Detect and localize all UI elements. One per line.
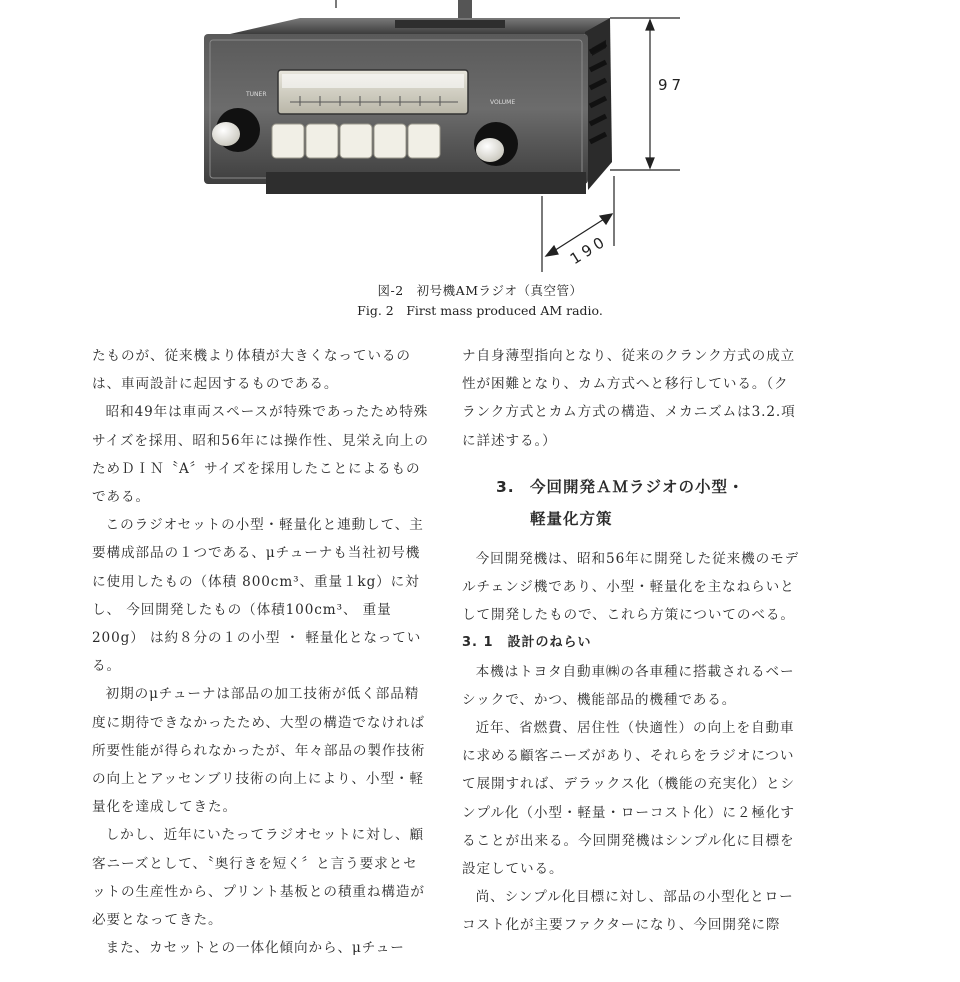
radio-base [266, 172, 586, 194]
paragraph: また、カセットとの一体化傾向から、μチュー [105, 940, 405, 957]
right-text-column [462, 342, 802, 940]
volume-knob [476, 138, 504, 162]
preset-button-5 [408, 124, 440, 158]
am-radio-photo [190, 0, 730, 275]
section-number: 3. [496, 477, 515, 496]
figure-am-radio [190, 0, 730, 275]
preset-button-4 [374, 124, 406, 158]
paragraph: 近年、省燃費、居住性（快適性）の向上を自動車に求める顧客ニーズがあり、それらをラジオについて展開すれば、デラックス化（機能の充実化）とシンプル化（小型・軽量・ローコスト化）に２極化することが出来る。今回開発機はシンプル化に目標を設定している。 [462, 720, 795, 878]
section-heading [462, 471, 802, 503]
preset-button-3 [340, 124, 372, 158]
height-dimension [610, 18, 680, 170]
preset-button-1 [272, 124, 304, 158]
figure-caption-japanese: 図-2 初号機AMラジオ（真空管） [377, 283, 583, 298]
paragraph: 初期のμチューナは部品の加工技術が低く部品精度に期待できなかったため、大型の構造でなければ所要性能が得られなかったが、年々部品の製作技術の向上とアッセンブリ技術の向上により、小型・軽量化を達成してきた。 [92, 686, 426, 816]
paragraph: ナ自身薄型指向となり、従来のクランク方式の成立性が困難となり、カム方式へと移行している。（クランク方式とカム方式の構造、メカニズムは3.2.項に詳述する。） [462, 348, 796, 449]
paragraph: たものが、従来機より体積が大きくなっているのは、車両設計に起因するものである。 [92, 348, 411, 393]
paragraph: このラジオセットの小型・軽量化と連動して、主要構成部品の１つである、μチューナも当社初号機に使用したもの（体積 800cm³、重量１kg）に対し、 今回開発したもの（体積100cm³、 重量200g） は約８分の１の小型 ・ 軽量化となっている。 [92, 517, 424, 675]
section-title-line1: 今回開発ＡＭラジオの小型・ [530, 477, 745, 496]
volume-label: VOLUME [490, 99, 516, 106]
preset-button-2 [306, 124, 338, 158]
paragraph: 昭和49年は車両スペースが特殊であったため特殊サイズを採用、昭和56年には操作性、見栄え向上のためＤＩＮ〝A〞サイズを採用したことによるものである。 [92, 404, 429, 506]
subsection-heading: 3. 1 設計のねらい [462, 635, 592, 651]
paragraph: 今回開発機は、昭和56年に開発した従来機のモデルチェンジ機であり、小型・軽量化を主なねらいとして開発したもので、これら方策についてのべる。 [462, 550, 800, 624]
height-value: 97 [658, 76, 686, 94]
figure-caption-english: Fig. 2 First mass produced AM radio. [357, 303, 603, 318]
depth-value: 190 [566, 231, 611, 269]
tuner-label: TUNER [246, 91, 267, 98]
section-title-line2: 軽量化方策 [530, 509, 613, 528]
paragraph: しかし、近年にいたってラジオセットに対し、顧客ニーズとして、〝奥行きを短く〞と言う要求とセットの生産性から、プリント基板との積重ね構造が必要となってきた。 [92, 827, 425, 929]
paragraph: 尚、シンプル化目標に対し、部品の小型化とローコスト化が主要ファクターになり、今回開発に際 [462, 889, 794, 934]
tuner-knob [212, 122, 240, 146]
paragraph: 本機はトヨタ自動車㈱の各車種に搭載されるベーシックで、かつ、機能部品的機種である。 [462, 663, 795, 708]
left-text-column [92, 342, 432, 962]
preset-buttons [272, 124, 440, 158]
